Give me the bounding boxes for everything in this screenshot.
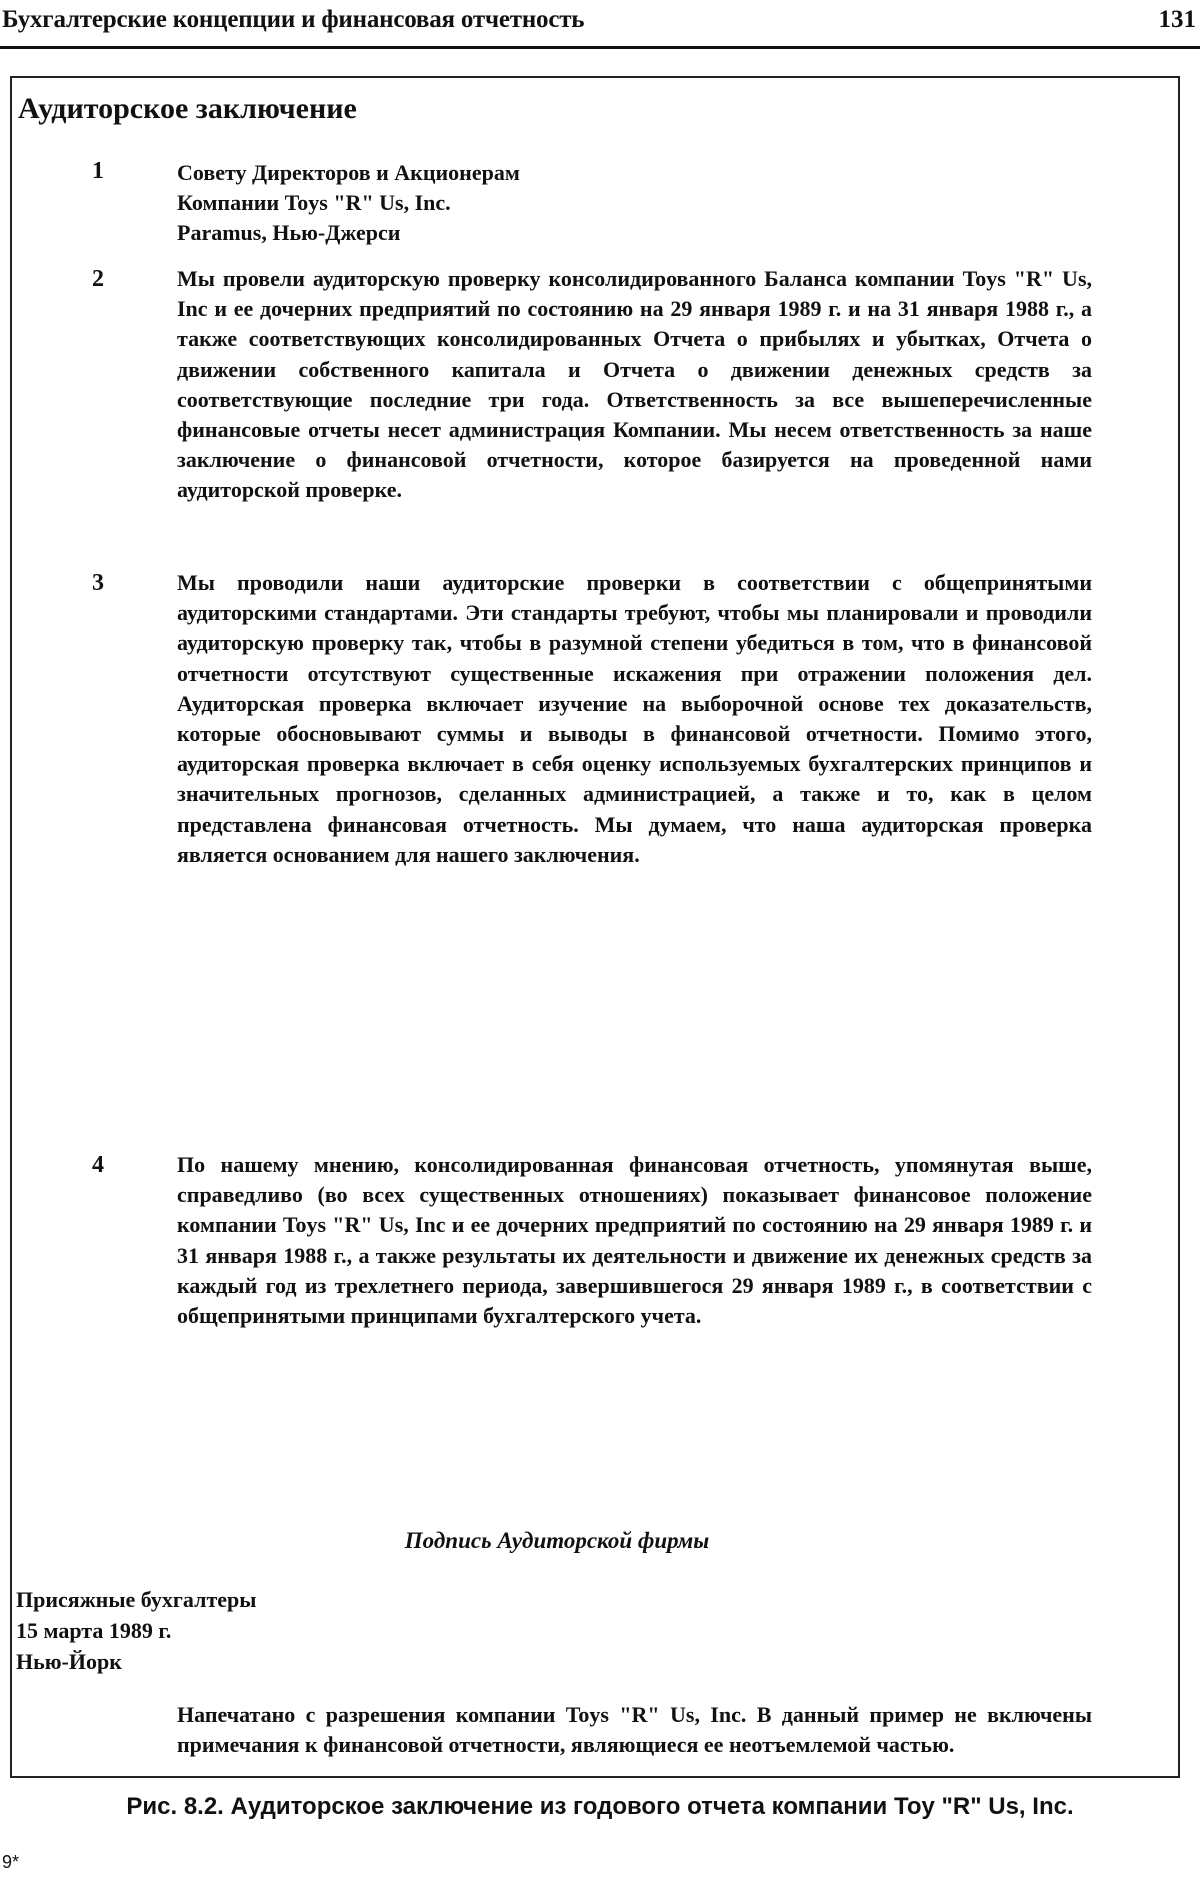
addressee-line: Paramus, Нью-Джерси — [177, 220, 401, 245]
paragraph-number-3: 3 — [92, 570, 104, 596]
addressee-block — [177, 158, 520, 248]
auditor-info — [16, 1584, 256, 1677]
paragraph-2-text: Мы провели аудиторскую проверку консолидированного Баланса компании Toys "R" Us, Inc и ее дочерних предприятий по состоянию на 29 января 1989 г. и на 31 января 1988 г., а также соответствующих консолидированных Отчета о прибылях и убытках, Отчета о движении собственного капитала и Отчета о движении денежных средств за соответствующие последние три года. Ответственность за все вышеперечисленные финансовые отчеты несет администрация Компании. Мы несем ответственность за наше заключение о финансовой отчетности, которое базируется на проведенной нами аудиторской проверке. — [177, 266, 1092, 503]
signature-mark: 9* — [2, 1852, 20, 1872]
audit-report-box — [10, 76, 1180, 1778]
paragraph-3-text: Мы проводили наши аудиторские проверки в соответствии с общепринятыми аудиторскими стандартами. Эти стандарты требуют, чтобы мы планировали и проводили аудиторскую проверку так, чтобы в разумной степени убедиться в том, что в финансовой отчетности отсутствуют существенные искажения при отражении положения дел. Аудиторская проверка включает изучение на выборочной основе тех доказательств, которые обосновывают суммы и выводы в финансовой отчетности. Помимо этого, аудиторская проверка включает в себя оценку используемых бухгалтерских принципов и значительных прогнозов, сделанных администрацией, а также и то, как в целом представлена финансовая отчетность. Мы думаем, что наша аудиторская проверка является основанием для нашего заключения. — [177, 570, 1092, 867]
running-header — [0, 2, 1200, 49]
figure-caption: Рис. 8.2. Аудиторское заключение из годового отчета компании Toy "R" Us, Inc. — [126, 1793, 1074, 1820]
reprint-note: Напечатано с разрешения компании Toys "R" Us, Inc. В данный пример не включены примечания к финансовой отчетности, являющиеся ее неотъемлемой частью. — [177, 1702, 1092, 1757]
paragraph-number-4: 4 — [92, 1152, 104, 1178]
report-title: Аудиторское заключение — [18, 92, 357, 125]
page-number: 131 — [1158, 6, 1196, 33]
paragraph-4-text: По нашему мнению, консолидированная финансовая отчетность, упомянутая выше, справедливо (во всех существенных отношениях) показывает финансовое положение компании Toys "R" Us, Inc и ее дочерних предприятий по состоянию на 29 января 1989 г. и 31 января 1988 г., а также результаты их деятельности и движение их денежных средств за каждый год из трехлетнего периода, завершившегося 29 января 1989 г., в соответствии с общепринятыми принципами бухгалтерского учета. — [177, 1152, 1092, 1329]
auditor-info-line: Нью-Йорк — [16, 1649, 122, 1674]
addressee-line: Совету Директоров и Акционерам — [177, 160, 520, 185]
addressee-line: Компании Toys "R" Us, Inc. — [177, 190, 451, 215]
paragraph-number-1: 1 — [92, 158, 104, 184]
chapter-title: Бухгалтерские концепции и финансовая отчетность — [2, 6, 585, 33]
auditor-signature: Подпись Аудиторской фирмы — [404, 1528, 710, 1553]
paragraph-number-2: 2 — [92, 266, 104, 292]
auditor-info-line: 15 марта 1989 г. — [16, 1618, 172, 1643]
auditor-info-line: Присяжные бухгалтеры — [16, 1587, 257, 1612]
